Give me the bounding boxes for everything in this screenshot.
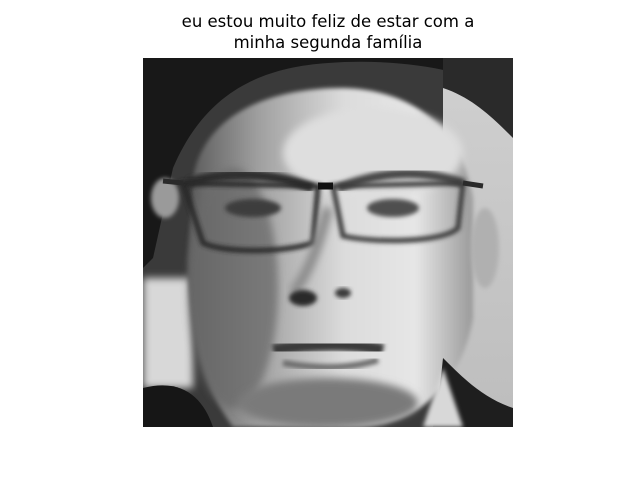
title-line-1: eu estou muito feliz de estar com a <box>181 12 475 31</box>
glasses-arm-left <box>163 181 183 183</box>
nostril-left <box>289 290 317 306</box>
title-line-2: minha segunda família <box>233 33 423 52</box>
mouth <box>273 345 383 350</box>
eye-left <box>225 199 281 217</box>
eye-right <box>367 199 419 217</box>
face-image <box>143 58 513 427</box>
glasses-arm-right <box>463 183 483 186</box>
figure-title <box>0 11 640 53</box>
background-left-light <box>143 278 193 388</box>
ear-right <box>471 208 499 288</box>
nostril-right <box>335 288 351 298</box>
chin-shadow <box>238 378 418 427</box>
face-image-svg <box>143 58 513 427</box>
